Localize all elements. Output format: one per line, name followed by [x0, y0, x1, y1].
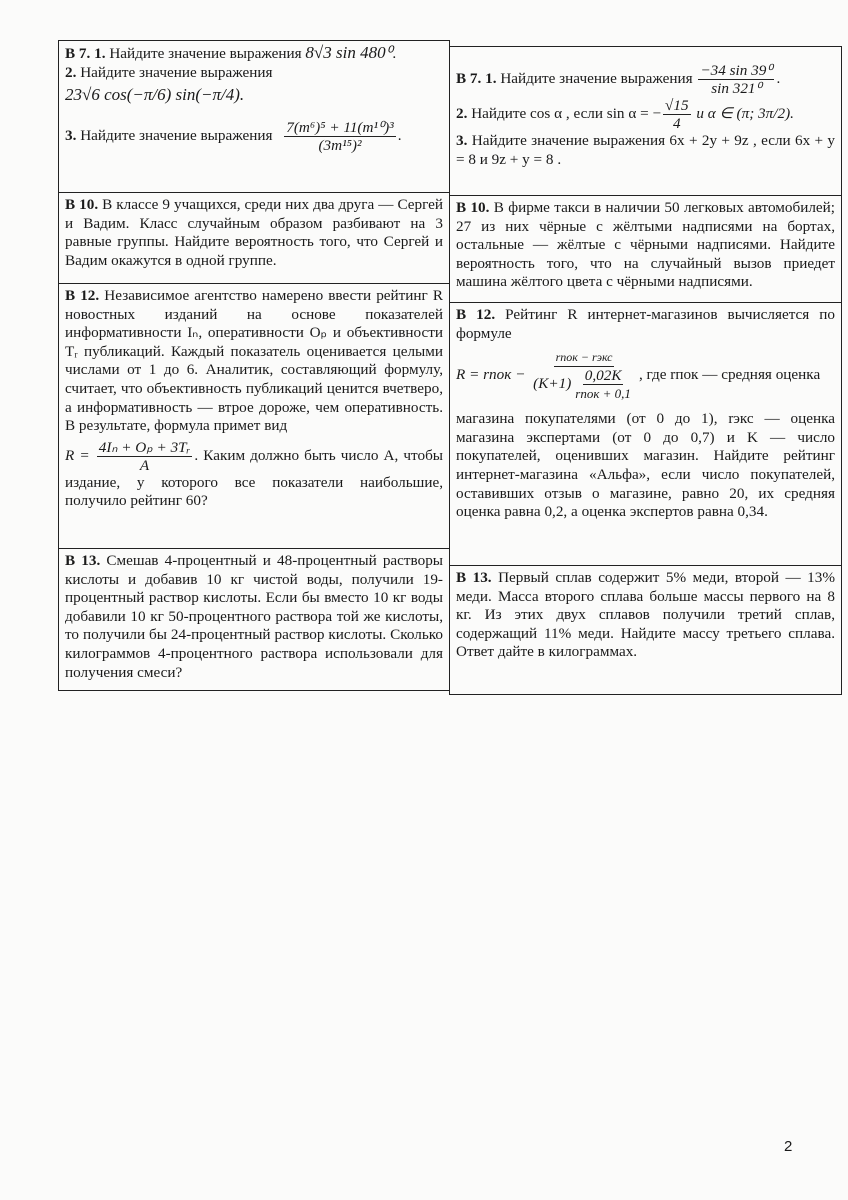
task-text: , где rпок — средняя оценка — [638, 366, 821, 384]
task-text: Независимое агентство намерено ввести рейтинг R новостных изданий на основе показателей информативности Iₙ, оперативности Oₚ и объективности Tᵣ публикаций. Каждый показатель оценивается целыми числами от 1 до 6. Аналитик, составляющий формулу, считает, что объективность публикаций ценится вчетверо, а информативность — втрое дороже, чем оперативность. В результате, формула примет вид — [65, 287, 444, 435]
right-b13-cell — [449, 565, 842, 695]
task-label: В 13. — [65, 552, 101, 569]
math-fraction: $\frac{\text{−34 sin 39⁰}}{\text{sin 321⁰}}$ — [700, 62, 773, 97]
math-fraction: $\frac{\text{7(m⁶)⁵ + 11(m¹⁰)³}}{\text{(3m¹⁵)²}}$ — [286, 118, 394, 154]
task-label: В 13. — [456, 569, 492, 586]
task-text: Первый сплав содержит 5% меди, второй — 13% меди. Масса второго сплава больше массы первого на 8 кг. Из этих двух сплавов получили третий сплав, содержащий 11% меди. Найдите массу третьего сплава. Ответ дайте в килограммах. — [456, 569, 835, 661]
task-label: 2. — [65, 63, 77, 81]
task-text: . Каким должно быть число A, чтобы издание, у которого все показатели наибольшие, получило рейтинг 60? — [65, 446, 443, 510]
task-label: В 10. — [65, 196, 99, 213]
formula-lhs: R = — [65, 446, 90, 464]
task-text: Рейтинг R интернет-магазинов вычисляется по формуле — [456, 306, 836, 342]
right-b7-cell: В 7. 1. Найдите значение выражения $\frac{\text{−34 sin 39⁰}}{\text{sin 321⁰}}$ . 2. Найдите cos α , если sin α = − $\frac{√15}{4}$ и α ∈ (π; 3π/2). 3. Найдите значение выражения 6x + 2y + 9z , если 6x + y = 8 и 9z + y = 8 . — [449, 46, 842, 196]
formula-lhs: R = rпок − — [456, 366, 526, 384]
task-text: В классе 9 учащихся, среди них два друга — Сергей и Вадим. Класс случайным образом разбивают на 3 равные группы. Найдите вероятность того, что Сергей и Вадим окажутся в одной группе. — [65, 196, 444, 269]
task-text: магазина покупателями (от 0 до 1), rэкс — оценка магазина экспертами (от 0 до 0,7) и K — число покупателей, оценивших магазин. Найдите рейтинг интернет-магазина «Альфа», если число покупателей, оставивших отзыв о магазине, равно 20, их средняя оценка равна 0,2, а оценка экспертов равна 0,34. — [456, 410, 835, 521]
task-label: 2. — [456, 104, 468, 122]
right-b12-cell — [449, 302, 842, 566]
math-expression: 8√3 sin 480⁰ — [305, 43, 393, 62]
left-b10-cell — [58, 192, 450, 284]
task-text: Найдите значение выражения — [80, 126, 273, 144]
task-label: В 7. 1. — [456, 69, 497, 87]
right-b10-cell — [449, 195, 842, 303]
task-label: 3. — [65, 126, 77, 144]
task-text: В фирме такси в наличии 50 легковых автомобилей; 27 из них чёрные с жёлтыми надписями на бортах, остальные — жёлтые с чёрными надписями. Найдите вероятность того, что на случайный вызов приедет машина жёлтого цвета с чёрными надписями. — [456, 199, 835, 291]
left-b12-cell — [58, 283, 450, 549]
task-text: Найдите значение выражения — [500, 69, 693, 87]
page-number: 2 — [784, 1138, 793, 1155]
formula-fraction: rпок − rэкс (K+1) $\frac{0,02K}{\text{rпок + 0,1}}$ — [533, 350, 631, 402]
task-text: Смешав 4-процентный и 48-процентный растворы кислоты и добавив 10 кг чистой воды, получили 19-процентный раствор кислоты. Если бы вместо 10 кг воды добавили 10 кг 50-процентного раствора той же кислоты, то получили бы 24-процентный раствор кислоты. Сколько килограммов 4-процентного раствора использовали для получения смеси? — [65, 552, 444, 681]
task-label: В 12. — [456, 306, 496, 323]
task-label: В 10. — [456, 199, 490, 216]
math-expression: 23√6 cos(−π/6) sin(−π/4). — [65, 85, 245, 105]
task-text: Найдите значение выражения — [80, 63, 273, 81]
math-fraction: $\frac{√15}{4}$ — [665, 97, 689, 132]
task-text: Найдите значение выражения 6x + 2y + 9z , если 6x + y = 8 и 9z + y = 8 . — [456, 132, 835, 168]
task-text: Найдите cos α , если sin α = − — [471, 104, 662, 122]
formula-fraction: $\frac{\text{4Iₙ + Oₚ + 3Tᵣ}}{A}$ — [98, 438, 191, 474]
left-b7-cell: В 7. 1. Найдите значение выражения 8√3 sin 480⁰. 2. Найдите значение выражения 23√6 cos(−π/6) sin(−π/4). 3. Найдите значение выражения $\frac{\text{7(m⁶)⁵ + 11(m¹⁰)³}}{\text{(3m¹⁵)²}}$ . — [58, 40, 450, 193]
task-label: 3. — [456, 132, 468, 149]
task-text: и α ∈ (π; 3π/2). — [696, 104, 794, 122]
task-label: В 12. — [65, 287, 100, 304]
left-b13-cell — [58, 548, 450, 691]
task-label: В 7. 1. — [65, 45, 106, 62]
task-text: Найдите значение выражения — [109, 45, 302, 62]
